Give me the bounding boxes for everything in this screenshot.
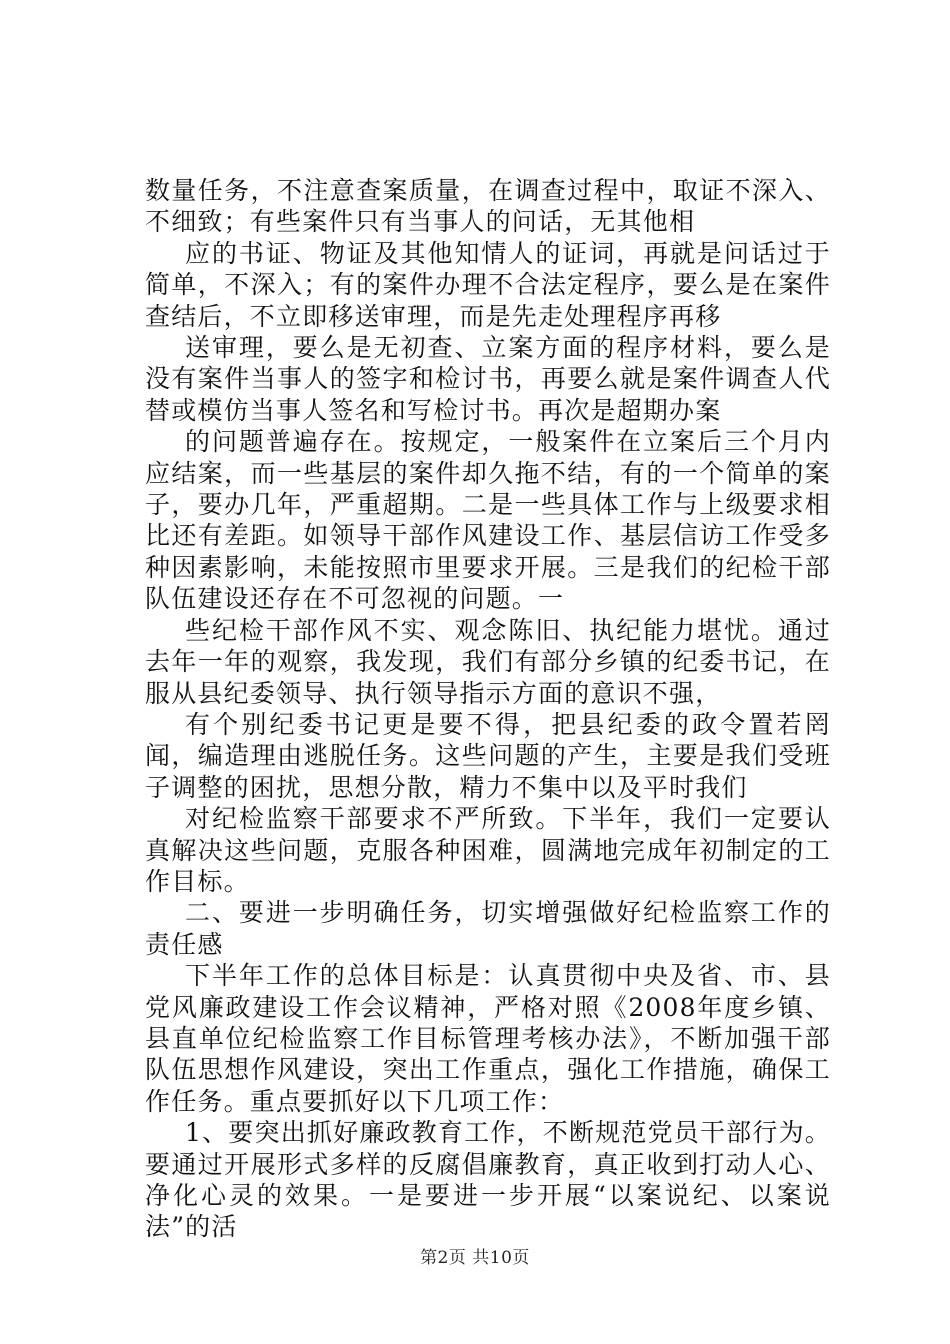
section-heading: 二、要进一步明确任务，切实增强做好纪检监察工作的责任感 [145, 898, 831, 959]
paragraph-8: 下半年工作的总体目标是：认真贯彻中央及省、市、县党风廉政建设工作会议精神，严格对照《2008年度乡镇、县直单位纪检监察工作目标管理考核办法》，不断加强干部队伍思想作风建设，突出工作重点，强化工作措施，确保工作任务。重点要抓好以下几项工作： [145, 961, 831, 1116]
document-body [145, 175, 831, 1243]
paragraph-6: 有个别纪委书记更是要不得，把县纪委的政令置若罔闻，编造理由逃脱任务。这些问题的产生，主要是我们受班子调整的困扰，思想分散，精力不集中以及平时我们 [145, 709, 831, 802]
paragraph-7: 对纪检监察干部要求不严所致。下半年，我们一定要认真解决这些问题，克服各种困难，圆满地完成年初制定的工作目标。 [145, 804, 831, 896]
paragraph-3: 送审理，要么是无初查、立案方面的程序材料，要么是没有案件当事人的签字和检讨书，再要么就是案件调查人代替或模仿当事人签名和写检讨书。再次是超期办案 [145, 333, 831, 425]
page-number-footer: 第2页 共10页 [420, 1248, 530, 1268]
paragraph-9: 1、要突出抓好廉政教育工作，不断规范党员干部行为。要通过开展形式多样的反腐倡廉教育，真正收到打动人心、净化心灵的效果。一是要进一步开展“以案说纪、以案说法”的活 [145, 1118, 831, 1242]
paragraph-4: 的问题普遍存在。按规定，一般案件在立案后三个月内应结案，而一些基层的案件却久拖不结，有的一个简单的案子，要办几年，严重超期。二是一些具体工作与上级要求相比还有差距。如领导干部作风建设工作、基层信访工作受多种因素影响，未能按照市里要求开展。三是我们的纪检干部队伍建设还存在不可忽视的问题。一 [145, 427, 831, 614]
paragraph-2: 应的书证、物证及其他知情人的证词，再就是问话过于简单，不深入；有的案件办理不合法定程序，要么是在案件查结后，不立即移送审理，而是先走处理程序再移 [145, 238, 831, 331]
paragraph-5: 些纪检干部作风不实、观念陈旧、执纪能力堪忧。通过去年一年的观察，我发现，我们有部分乡镇的纪委书记，在服从县纪委领导、执行领导指示方面的意识不强， [145, 615, 831, 708]
paragraph-1: 数量任务，不注意查案质量，在调查过程中，取证不深入、不细致；有些案件只有当事人的问话，无其他相 [145, 176, 831, 237]
